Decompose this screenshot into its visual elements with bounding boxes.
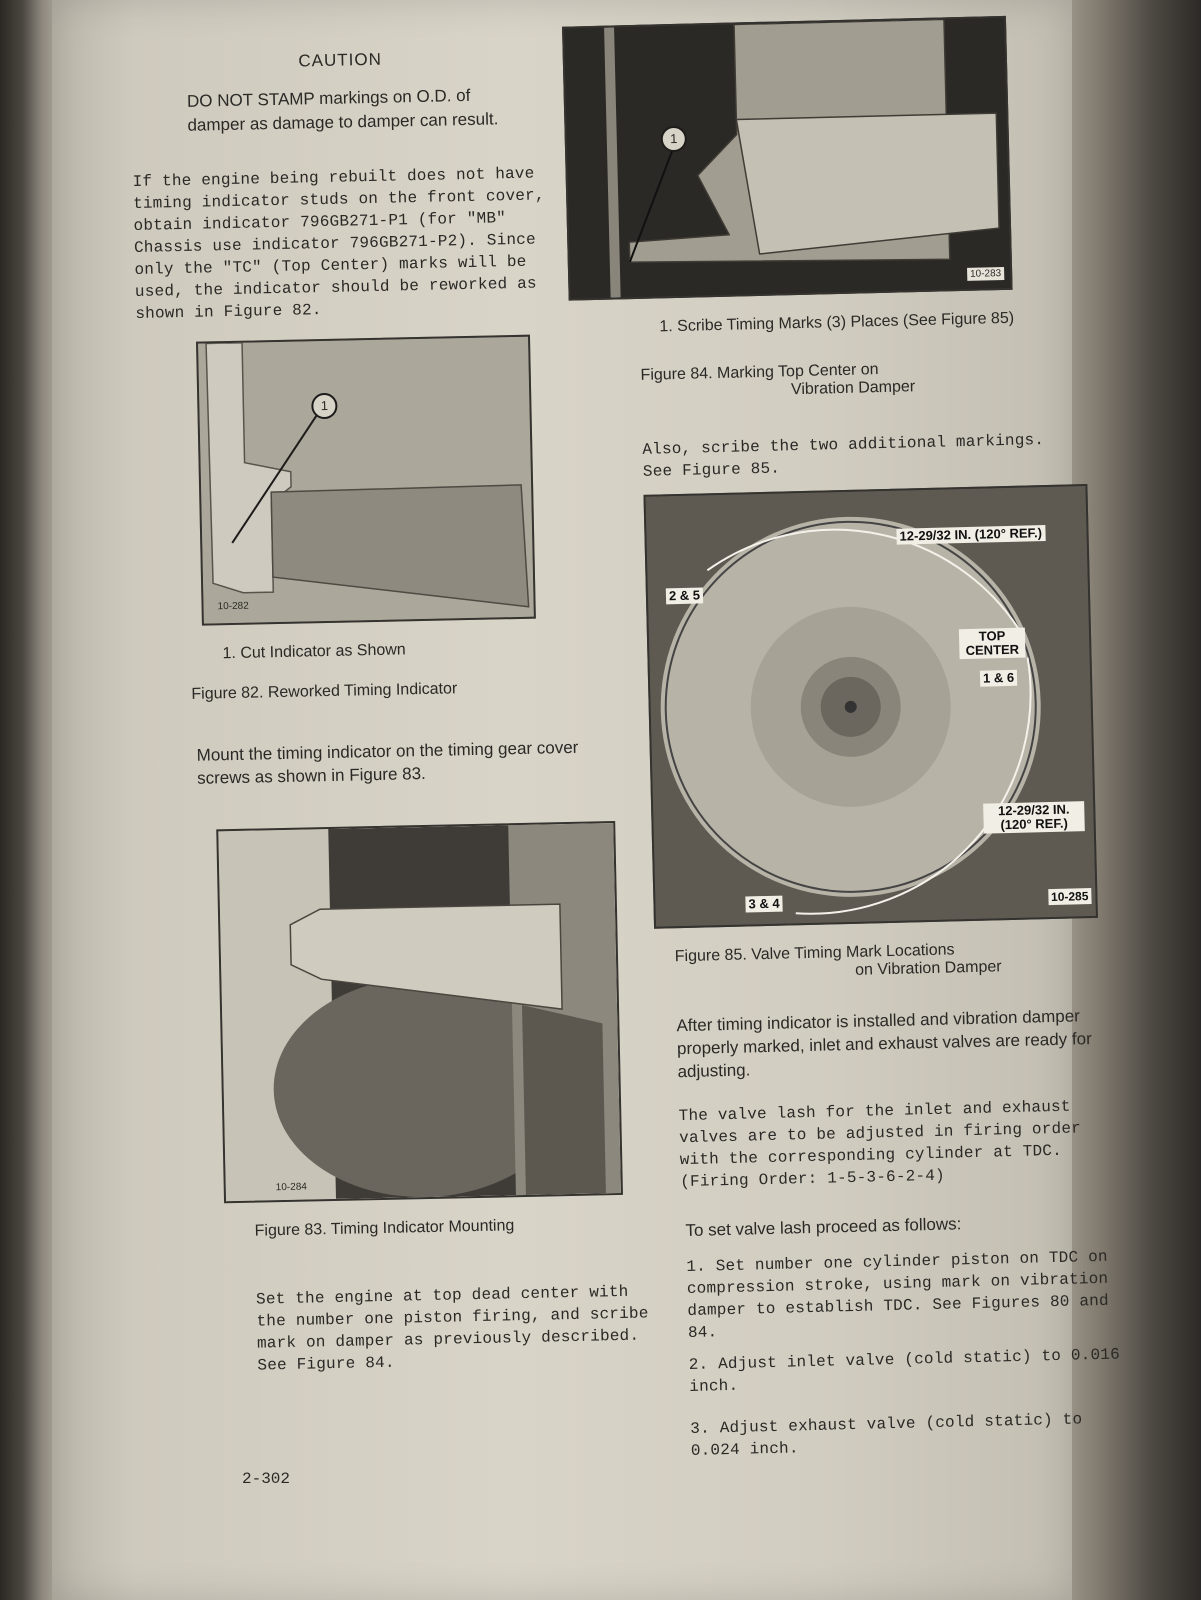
scribe-timing-marks-illustration xyxy=(564,18,1010,299)
paragraph-valve-lash: The valve lash for the inlet and exhaust valves are to be adjusted in firing order with the corresponding cylinder at TDC. (Firing Order: 1-5-3-6-2-4) xyxy=(678,1097,1082,1192)
valve-lash-steps xyxy=(686,1245,1127,1462)
paragraph-additional-markings: Also, scribe the two additional markings. See Figure 85. xyxy=(642,431,1045,481)
figure-84-caption-line1: Figure 84. Marking Top Center on xyxy=(640,361,879,384)
paragraph-indicator-rework: If the engine being rebuilt does not have timing indicator studs on the front cover, obtain indicator 796GB271-P1 (for "MB" Chassis use indicator 796GB271-P2). Since only the "TC" (Top Center) marks will be used, the indicator should be reworked as shown in Figure 82. xyxy=(132,164,545,323)
figure-83-photo xyxy=(216,821,623,1203)
step-item: 2. Adjust inlet valve (cold static) to 0.016 inch. xyxy=(688,1345,1121,1397)
label-top-arc: 12-29/32 IN. (120° REF.) xyxy=(896,525,1045,545)
label-mark-1-6: 1 & 6 xyxy=(980,670,1017,687)
timing-indicator-mounting-illustration xyxy=(218,823,621,1201)
label-top-center: TOP CENTER xyxy=(959,628,1026,660)
figure-82-photo-code: 10-282 xyxy=(217,600,249,613)
manual-page xyxy=(52,0,1121,1600)
paragraph-ready-for-adjusting: After timing indicator is installed and vibration damper properly marked, inlet and exhaust valves are ready for adjusting. xyxy=(676,1006,1092,1082)
figure-85-photo-code: 10-285 xyxy=(1048,888,1092,905)
figure-85-caption-line1: Figure 85. Valve Timing Mark Locations xyxy=(674,941,955,966)
label-bottom-arc: 12-29/32 IN. (120° REF.) xyxy=(983,801,1085,833)
figure-84 xyxy=(562,16,1009,301)
label-mark-3-4: 3 & 4 xyxy=(745,896,782,913)
caution-text: DO NOT STAMP markings on O.D. of damper as damage to damper can result. xyxy=(186,85,499,135)
figure-84-callout: 1 xyxy=(660,126,687,153)
figure-82 xyxy=(196,335,532,626)
figure-83 xyxy=(216,821,619,1203)
figure-83-photo-code: 10-284 xyxy=(275,1181,308,1194)
figure-83-caption: Figure 83. Timing Indicator Mounting xyxy=(254,1217,515,1240)
figure-82-item: 1. Cut Indicator as Shown xyxy=(222,641,406,663)
figure-84-caption-line2: Vibration Damper xyxy=(790,378,916,399)
step-item: 3. Adjust exhaust valve (cold static) to 0.024 inch. xyxy=(690,1410,1083,1460)
figure-85 xyxy=(643,484,1093,929)
vibration-damper-illustration xyxy=(646,486,1096,927)
caution-title: CAUTION xyxy=(298,49,383,71)
paragraph-proceed: To set valve lash proceed as follows: xyxy=(685,1214,962,1241)
figure-82-callout: 1 xyxy=(311,393,338,420)
page-number: 2-302 xyxy=(242,1470,291,1488)
paragraph-mount-indicator: Mount the timing indicator on the timing gear cover screws as shown in Figure 83. xyxy=(196,737,579,788)
figure-85-photo xyxy=(643,484,1097,929)
figure-82-photo xyxy=(196,335,536,626)
right-column xyxy=(632,14,1127,1463)
figure-85-caption-line2: on Vibration Damper xyxy=(854,958,1002,979)
step-item: 1. Set number one cylinder piston on TDC on compression stroke, using mark on vibration damper to establish TDC. See Figures 80 and 84. xyxy=(686,1247,1109,1343)
reworked-indicator-illustration xyxy=(198,337,534,624)
figure-82-caption: Figure 82. Reworked Timing Indicator xyxy=(191,680,458,703)
figure-84-item: 1. Scribe Timing Marks (3) Places (See Figure 85) xyxy=(659,309,1015,336)
figure-84-photo-code: 10-283 xyxy=(967,267,1004,281)
label-mark-2-5: 2 & 5 xyxy=(666,587,703,604)
figure-84-photo xyxy=(562,16,1013,301)
paragraph-set-tdc: Set the engine at top dead center with the number one piston firing, and scribe mark on damper as previously described. See Figure 84. xyxy=(255,1282,649,1375)
